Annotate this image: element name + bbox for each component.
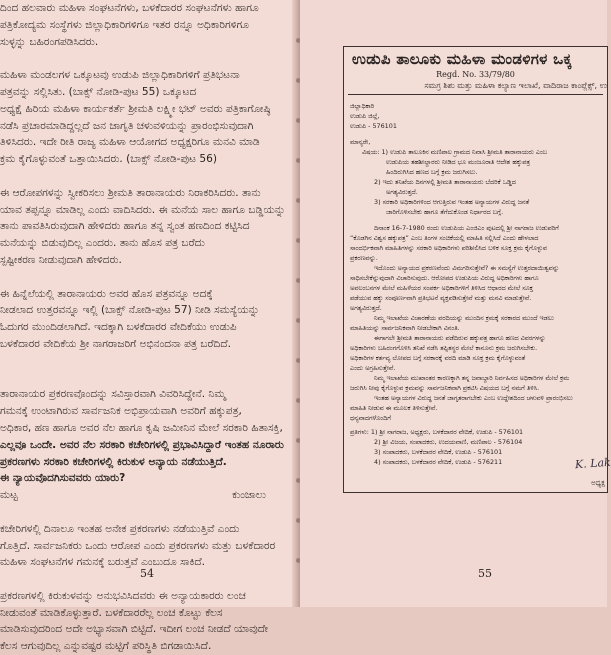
left-page-line: ಕ್ರಮ ಕೈಗೊಳ್ಳುವಂತೆ ಒತ್ತಾಯಿಸಿದರು. (ಬಾಕ್ಸ್ ನೋಡಿ-ಪುಟ 56) bbox=[0, 153, 217, 166]
left-page-line: ಪತ್ರವನ್ನು ಸಲ್ಲಿಸಿತು. (ಬಾಕ್ಸ್ ನೋಡಿ-ಪುಟ 55) ಒಕ್ಕೂಟದ bbox=[0, 85, 197, 98]
letter-line: ನಿಮ್ಮ ಇಲಾಖೆಯ ಮುಖಾಂತರ ಕಾರಣಕ್ಕಾಗಿ ತನ್ನ ಜವಾಬ್ದಾರಿ ನಿರ್ವಹಿಸದ ಅಧಿಕಾರಿಗಳ ಮೇಲೆ ಕ್ರಮ bbox=[374, 374, 570, 382]
letter-line: 3) ಸರಕಾರಿ ಅಧಿಕಾರಿಗಳಿಂದ ಆಗುತ್ತಿರುವ ಇಂತಹ ಅನ್ಯಾಯಗಳ ವಿರುದ್ಧ ಜನತೆ bbox=[374, 198, 530, 206]
copies-block bbox=[350, 427, 601, 467]
letter-line: ನಿಮ್ಮ ಇಲಾಖೆಯ ವಿಚಾರಣೆಯ ವರದಿಯನ್ನು ಮುಂದಿನ ಕ್ರಮಕ್ಕೆ ಸರಕಾರದ ಮುಂದೆ ಇಡಲು bbox=[374, 314, 554, 322]
left-page-line: ಈ ನ್ಯಾಯವೊದಗಿಸುವವರು ಯಾರು? bbox=[0, 472, 126, 485]
letter-line: ಎಂದು ಅಗ್ರಹಿಸುತ್ತೇವೆ. bbox=[350, 364, 396, 372]
left-page-line: ಪ್ರಕರಣಗಳಲ್ಲಿ ಕಿರುಕುಳವನ್ನು ಅನುಭವಿಸಿದವರು ಈ ಅನ್ಯಾಯಕಾರರು ಲಂಚ bbox=[0, 589, 246, 602]
letter-line: ಜಾರಿಗೊಳಿಸಬೇಕು ಹಾಗೂ ತೆಗೆದುಕೊಂಡ ನಿರ್ಧಾರದ ಬಗ್ಗೆ. bbox=[386, 208, 504, 216]
signature: K. Lak bbox=[574, 455, 611, 472]
left-page-line: ಮಹಿಳಾ ಸಂಘಟನೆಗಳ ಗಮನಕ್ಕೆ ಬರುತ್ತವೆ ಎಂಬುದೂ ಸಾಕಿದೆ. bbox=[0, 556, 206, 569]
left-page-line: ಯಾವ ತಪ್ಪನ್ನೂ ಮಾಡಿಲ್ಲ ಎಂದು ವಾದಿಸಿದರು. ಈ ಮನೆಯ ಸಾಲ ಹಾಗೂ ಬಡ್ಡಿಯನ್ನು bbox=[0, 203, 286, 216]
letter-line: ಈಗಾಗಲೇ ಶ್ರೀಮತಿ ತಾರಾನಾಯರು ಪಡೆದಿರುವ ಹಕ್ಕುಪತ್ರ ಹಾಗೂ ಹಣದ ವಿವರಗಳನ್ನು bbox=[374, 334, 546, 342]
letter-line: “ಕೊಡಗಿನ ವಿಶ್ವಸ ಹಕ್ಕುಪತ್ರ” ಎಂಬ ತಿಂಗಳ ಸಂಚಿಕೆಯಲ್ಲಿ ಮಾಹಿತಿ ಸಲ್ಲಿಸಿದೆ ಎಂದು ಹೇಳಲಾದ bbox=[350, 234, 539, 242]
letter-line: ಪ್ರಕರಣವನ್ನು. bbox=[350, 254, 378, 262]
letter-line: ಜರುಗಿಸಿ ನೀವು ಕೈಗೊಳ್ಳುವ ಕ್ರಮವನ್ನು ಸಾರ್ವಜನಿಕವಾಗಿ ಪ್ರಕಟಿಸಿ ವಿಷಯದ ಬಗ್ಗೆ ನಮಗೆ ತಿಳಿಸಿ. bbox=[350, 384, 540, 392]
left-page-line bbox=[0, 370, 288, 387]
left-page-line: ಅಧ್ಯಕ್ಷೆ ಹಿರಿಯ ಮಹಿಳಾ ಕಾರ್ಯಕರ್ತೆ ಶ್ರೀಮತಿ ಲಕ್ಷ್ಮೀ ಭಟ್ ಅವರು ಪತ್ರಿಕಾಗೋಷ್ಠಿ bbox=[0, 102, 271, 115]
page-number-left: 54 bbox=[140, 567, 154, 580]
left-page-line: ಗಮನಕ್ಕೆ ಉಂಟಾಗಿರುವ ಸಾರ್ವಜನಿಕ ಅಭಿಪ್ರಾಯವಾಗಿ ಅವರಿಗೆ ಹಕ್ಕುಪತ್ರ, bbox=[0, 405, 242, 418]
left-page-line bbox=[0, 50, 288, 67]
left-page-line: ನೀಡುವಂತೆ ಮಾಡಿಕೊಳ್ಳುತ್ತಾರೆ. ಬಳಕೆದಾರರೆಲ್ಲ ಲಂಚ ಕೊಟ್ಟು ಕೆಲಸ bbox=[0, 606, 223, 619]
letter-line: ಉಡುಪಿ ಜಿಲ್ಲೆ, bbox=[350, 112, 380, 120]
letter-line: ಧನ್ಯವಾದಗಳೊಂದಿಗೆ bbox=[350, 414, 391, 422]
letter-line: ಉಡುಪಿ - 576101 bbox=[350, 122, 397, 130]
letter-line: ಅಗತ್ಯವಿರುತ್ತದೆ. bbox=[386, 188, 418, 196]
letter-line: ಹಿಂದಿರುಗಿಸಿದ ಹಣದ ಬಗ್ಗೆ ಕ್ರಮ ಜರುಗಿಸಲು. bbox=[386, 168, 478, 176]
letter-line: ಮಾಹಿತಿ ನೀಡುವ ಈ ಮೂಲಕ ತಿಳಿಸುತ್ತೇವೆ. bbox=[350, 404, 438, 412]
letter-line: ಸಾಂದರ್ಭಿಕವಾಗಿ ಮಾಹಿತಿಗಳನ್ನು ಸರಕಾರಿ ಅಧಿಕಾರಿಗಳು ಪರಿಶೀಲಿಸಿದ ಬಳಿಕ ಸೂಕ್ತ ಕ್ರಮ ಕೈಗೊಳ್ಳುವ bbox=[350, 244, 547, 252]
letter-text bbox=[344, 95, 607, 467]
left-page-line: ಅಧಿಕಾರ, ಹಣ ಹಾಗೂ ಅವರ ನೆಲ ಹಾಗೂ ಕೃಷಿ ಜಮೀನಿನ ಮೇಲೆ ಸರಕಾರಿ ಹಿತಾಸಕ್ತಿ, bbox=[0, 421, 283, 434]
left-page-line bbox=[0, 504, 288, 521]
left-page-line: ತಾರಾನಾಯರ ಪ್ರಕರಣವೊಂದನ್ನು ಸವಿಸ್ತಾರವಾಗಿ ವಿವರಿಸಿದ್ದೇನೆ. ನಿಮ್ಮ bbox=[0, 388, 226, 401]
left-page-line: ತಿಳಿಸಿದರು. ಇದೇ ರೀತಿ ರಾಜ್ಯ ಮಹಿಳಾ ಆಯೋಗದ ಅಧ್ಯಕ್ಷರಿಗೂ ಮನವಿ ಮಾಡಿ bbox=[0, 136, 260, 149]
letter-line: ಪಡೆಯುವ ಹಕ್ಕು ಸಂಪೂರ್ಣವಾಗಿ ಪ್ರತಿಭಟನೆ ವ್ಯಕ್ತಪಡಿಸುತ್ತೇವೆ ಮತ್ತು ಮನವಿ ಮಾಡುತ್ತೇವೆ. bbox=[350, 294, 532, 302]
left-page-line: ಮಹಿಳಾ ಮಂಡಲಗಳ ಒಕ್ಕೂಟವು ಉಡುಪಿ ಜಿಲ್ಲಾಧಿಕಾರಿಗಳಿಗೆ ಪ್ರತಿಭಟನಾ bbox=[0, 69, 240, 82]
letter-line: ಪ್ರತಿಗಳು: 1) ಶ್ರೀ ನಾಗರಾಜ, ಅಧ್ಯಕ್ಷರು, ಬಳಕೆದಾರರ ವೇದಿಕೆ, ಉಡುಪಿ - 576101 bbox=[350, 428, 524, 436]
letter-line: ಜಿಲ್ಲಾಧಿಕಾರಿ bbox=[350, 102, 375, 110]
letter-line: 2) ಇದು ತನಿಖೆಯ ದಿನಗಳಲ್ಲಿ ಶ್ರೀಮತಿ ತಾರಾನಾಯರು ಬೆದರಿಕೆ ಒಡ್ಡಿದ bbox=[374, 178, 516, 186]
recipient-block bbox=[350, 101, 601, 131]
left-page-line: ಈ ಹಿನ್ನೆಲೆಯಲ್ಲಿ ತಾರಾನಾಯರು ಅವರ ಹೊಸ ಪತ್ರವನ್ನೂ ಅದಕ್ಕೆ bbox=[0, 287, 213, 300]
left-page-line: ನೀಡಲಾದ ಉತ್ತರವನ್ನೂ ಇಲ್ಲಿ (ಬಾಕ್ಸ್ ನೋಡಿ-ಪುಟ 57) ನೀಡಿ ಸಮಸ್ಯೆಯನ್ನು bbox=[0, 304, 260, 317]
registration-number: Regd. No. 33/79/80 bbox=[436, 70, 515, 79]
left-page-line: ಮಟ್ಟ ಕುಂಜಾಲು bbox=[0, 487, 288, 504]
letter-line: ಸಾಧಿಸಬೇಕೆನ್ನುವುದಾಗಿ ವಿಚಾರಿಸುವುದು. ಆರೋಪದ ಉಡುಪಿಯ ವಿರುದ್ಧ ಅಧಿಕಾರಿಗಳು ಹಾಗೂ bbox=[350, 274, 539, 282]
letter-line: ಅಗತ್ಯವಿರುತ್ತದೆ. bbox=[350, 304, 382, 312]
left-page-line: ಎಲ್ಲವೂ ಒಂದೇ. ಅವರ ನೆಲ ಸರಕಾರಿ ಕಚೇರಿಗಳಲ್ಲಿ ಪ್ರಭಾವಿಸಿದ್ದಾರೆ ಇಂತಹ ನೂರಾರು bbox=[0, 438, 284, 451]
left-page-line: ಪ್ರಕರಣಗಳು ಸರಕಾರಿ ಕಚೇರಿಗಳಲ್ಲಿ ಕಿರುಕುಳ ಅನ್ಯಾಯ ನಡೆಯುತ್ತಿದೆ. bbox=[0, 455, 227, 468]
left-page-line: ಓದುಗರ ಮುಂದಿಡಲಾಗಿದೆ. ಇದಕ್ಕಾಗಿ ಬಳಕೆದಾರರ ವೇದಿಕೆಯು ಉಡುಪಿ bbox=[0, 321, 237, 334]
letter-line: 2) ಶ್ರೀ ವಿಜಯ, ಸಂಪಾದಕರು, ಉದಯವಾಣಿ, ಮಣಿಪಾಲ - 576104 bbox=[374, 438, 523, 446]
letter-line: ಇಂತಹ ಅನ್ಯಾಯಗಳ ವಿರುದ್ಧ ಜನತೆ ಜಾಗೃತರಾಗಬೇಕು ಎಂಬ ಉದ್ದೇಶದಿಂದ ಚಳುವಳಿ ಪ್ರಾರಂಭಿಸಲು bbox=[374, 394, 573, 402]
letter-line: ಅಧಿಕಾರಿಗಳ ಕರ್ತವ್ಯ ಲೋಪದ ಬಗ್ಗೆ ಸರಕಾರಕ್ಕೆ ವರದಿ ಮಾಡಿ ಸೂಕ್ತ ಕ್ರಮ ಕೈಗೊಳ್ಳುವಂತೆ bbox=[350, 354, 526, 362]
letterhead-title: ಉಡುಪಿ ತಾಲೂಕು ಮಹಿಳಾ ಮಂಡಳಿಗಳ ಒಕ್ಕ bbox=[352, 50, 572, 68]
left-page-line: ದಿಂದ ಹಲವಾರು ಮಹಿಳಾ ಸಂಘಟನೆಗಳು, ಬಳಕೆದಾರರ ಸಂಘಟನೆಗಳು ಹಾಗೂ bbox=[0, 2, 259, 14]
left-page-line: ನಡೆಸಿ ಪ್ರಚಾರಮಾಡಿದ್ದಲ್ಲದೆ ಜನ ಜಾಗೃತಿ ಚಳುವಳಿಯನ್ನು ಪ್ರಾರಂಭಿಸುವುದಾಗಿ bbox=[0, 119, 254, 132]
left-page-line bbox=[0, 353, 288, 370]
left-page-line: ಕೆಲಸ ಆಗುವುದಿಲ್ಲ ಎನ್ನುವಷ್ಟರ ಮಟ್ಟಿಗೆ ಪರಿಸ್ಥಿತಿ ಬಿಗಡಾಯಿಸಿದೆ. bbox=[0, 640, 212, 653]
letter-line: ವಿಷಯ: 1) ಉಡುಪಿ ತಾಲೂಕಿನ ಮಣಿಪಾಲ ಗ್ರಾಮದ ನಿವಾಸಿ ಶ್ರೀಮತಿ ತಾರಾನಾಯರು ಎಂಬ bbox=[362, 148, 548, 156]
letter-line: ಇದೊಂದು ಅನ್ಯಾಯದ ಪ್ರಕರಣವೆಂದು ವಿಮಗರಿಸುತ್ತೇವೆ? ಈ ಸಮಸ್ಯೆಗೆ ಉತ್ತರದಾಯಿತ್ವವನ್ನು bbox=[374, 264, 560, 272]
letter-line: 4) ಸಂಪಾದಕರು, ಬಳಕೆದಾರರ ವೇದಿಕೆ, ಉಡುಪಿ - 576211 bbox=[374, 458, 503, 466]
letter-box bbox=[343, 46, 611, 493]
letterhead-tagline: ಸಮಗ್ರ ಶಿಶು ಮತ್ತು ಮಹಿಳಾ ಕಲ್ಯಾಣ ಇಲಾಖೆ, ವಾದಿರಾಜ ಕಾಂಪ್ಲೆಕ್ಸ್, ಉ bbox=[424, 81, 607, 90]
left-page-line: ಮನೆಯನ್ನು ಬಿಡುವುದಿಲ್ಲ ಎಂದರು. ತಾನು ಹೊಸ ಪತ್ರ ಬರೆದು bbox=[0, 237, 205, 250]
left-page-line: ಬಳಕೆದಾರರ ವೇದಿಕೆಯ ಶ್ರೀ ನಾಗರಾಜರಿಗೆ ಅಭಿನಂದನಾ ಪತ್ರ ಬರೆದಿದೆ. bbox=[0, 337, 232, 350]
left-page bbox=[0, 0, 296, 653]
left-page-line: ಕಚೇರಿಗಳಲ್ಲಿ ದಿನಾಲೂ ಇಂತಹ ಅನೇಕ ಪ್ರಕರಣಗಳು ನಡೆಯುತ್ತಿವೆ ಎಂದು bbox=[0, 522, 240, 535]
left-page-line: ಸುಳ್ಳನ್ನು ಬಹಿರಂಗಪಡಿಸಿದರು. bbox=[0, 35, 99, 48]
left-page-line: ಗೊತ್ತಿದೆ. ಸಾರ್ವಜನಿಕರು ಒಂದು ಆರೋಪ ಎಂದು ಪ್ರಕರಣಗಳು ಮತ್ತು ಬಳಕೆದಾರರ bbox=[0, 539, 276, 552]
letter-line: ಮಾಹಿತಿಯನ್ನು ಸಾರ್ವಜನಿಕವಾಗಿ ನೀಡಬೇಕಾಗಿ ವಿನಂತಿ. bbox=[350, 324, 460, 332]
page-number-right: 55 bbox=[478, 567, 492, 580]
left-page-line: ಪತ್ರಿಕೋದ್ಯಮ ಸಂಸ್ಥೆಗಳು ಜಿಲ್ಲಾಧಿಕಾರಿಗಳಿಗೂ ಇತರ ರನ್ನೂ ಅಧಿಕಾರಿಗಳಿಗೂ bbox=[0, 18, 249, 31]
right-page bbox=[300, 0, 611, 607]
left-page-text bbox=[0, 0, 288, 655]
subject-block bbox=[350, 147, 601, 217]
letter-line: ಉಡುಪಿಯ ತಹಶೀಲ್ದಾರರು ನೀಡಿದ ಭೂ ಮಂಜೂರಾತಿ ಆದೇಶ ಹಕ್ಕುಪತ್ರ bbox=[386, 158, 531, 166]
salutation: ಮಾನ್ಯರೇ, bbox=[350, 138, 371, 146]
left-page-line: ತಾನು ಪಾವತಿಸಿರುವುದಾಗಿ ಹೇಳಿದರು ಹಾಗೂ ತನ್ನ ಸ್ವಂತ ಹಣದಿಂದ ಕಟ್ಟಿಸಿದ bbox=[0, 220, 250, 233]
left-page-line: ಮಾಡಿಸುವುದರಿಂದ ಅದೇ ಅಭ್ಯಾಸವಾಗಿ ಬಿಟ್ಟಿದೆ. ಇದೀಗ ಲಂಚ ನೀಡದೆ ಯಾವುದೇ bbox=[0, 623, 269, 636]
letter-line: 3) ಸಂಪಾದಕರು, ಬಳಕೆದಾರರ ವೇದಿಕೆ, ಉಡುಪಿ - 576101 bbox=[374, 448, 503, 456]
letter-line: ದಿನಾಂಕ 16-7-1980 ರಂದು ಉಡುಪಿಯ ಎಂಜಿಎಂ ಪುಟದಲ್ಲಿ ಶ್ರೀ ನಾಗರಾಜ ಉಡುಪರಿಗೆ bbox=[374, 224, 559, 232]
letter-body bbox=[350, 223, 601, 423]
left-page-line: ಸ್ಪಷ್ಟೀಕರಣ ನೀಡುವುದಾಗಿ ಹೇಳಿದರು. bbox=[0, 253, 122, 266]
letter-line: ಅಧಿಕಾರಿಗಳು ಬಹಿರಂಗಗೊಳಿಸಿ ತನಿಖೆ ನಡೆಸಿ ತಪ್ಪಿತಸ್ಥರ ಮೇಲೆ ಕಾನೂನು ಕ್ರಮ ಜರುಗಿಸಬೇಕು. bbox=[350, 344, 538, 352]
letter-line: ಅವಲಂಬನಗಳ ಮೇಲೆ ಮಹಿಳೆಯರ ಸಂಪರ್ಕ ಅಧಿಕಾರಿಗಳಿಗೆ ತಿಳಿಸಿದ ಆಧಾರದ ಮೇಲೆ ಸೂಕ್ತ bbox=[350, 284, 534, 292]
side-label: ಕುಂಜಾಲು bbox=[232, 489, 266, 502]
left-page-line bbox=[0, 269, 288, 286]
left-page-line: ಈ ಆರೋಪಗಳನ್ನು ಸ್ವೀಕರಿಸಲು ಶ್ರೀಮತಿ ತಾರಾನಾಯರು ನಿರಾಕರಿಸಿದರು. ತಾನು bbox=[0, 186, 261, 199]
designation: ಅಧ್ಯಕ್ಷ bbox=[591, 479, 605, 487]
left-page-line bbox=[0, 168, 288, 185]
